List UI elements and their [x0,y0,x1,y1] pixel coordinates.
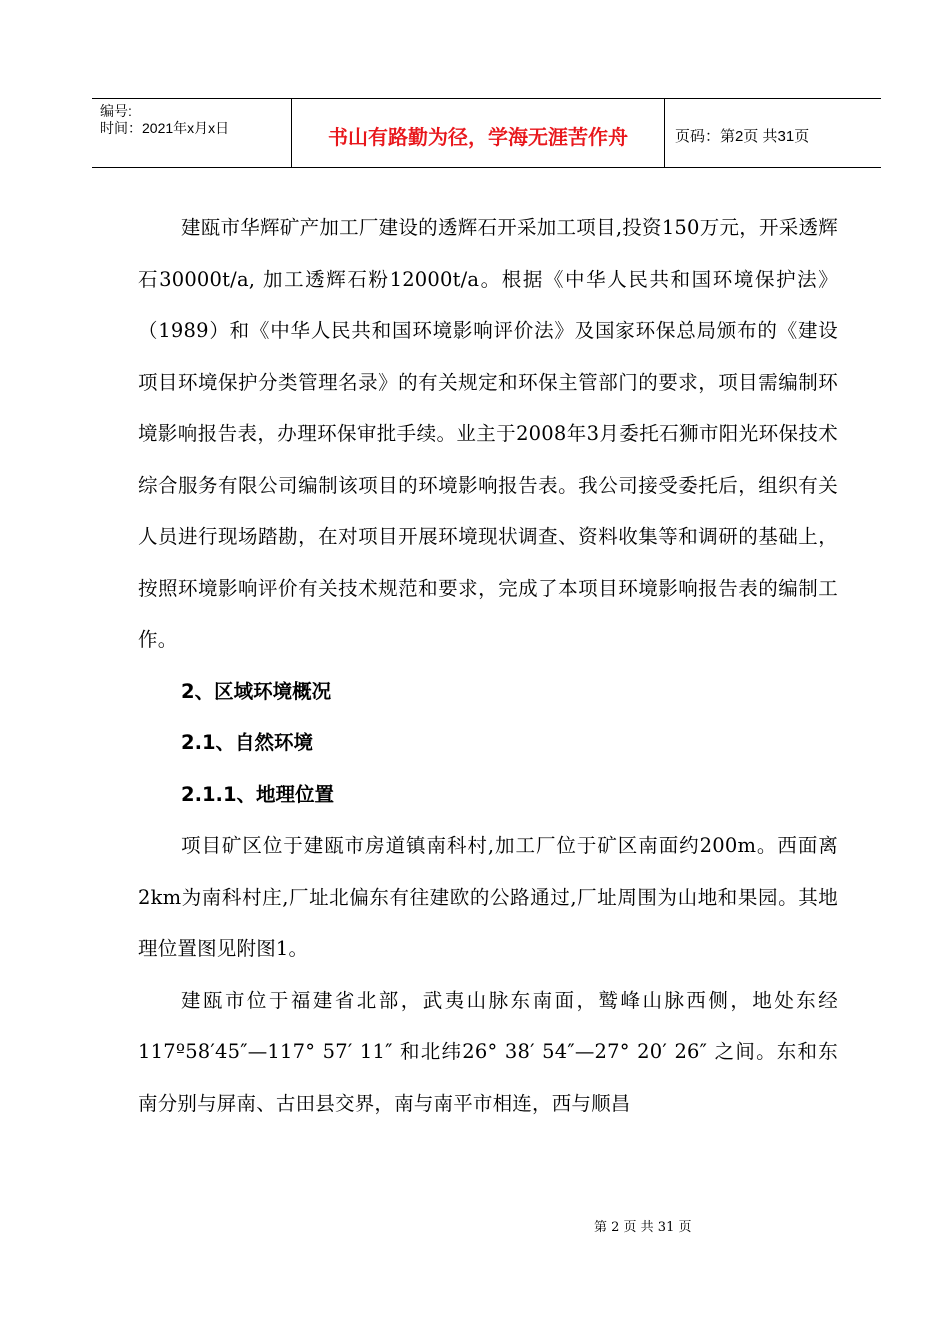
document-number-label: 编号: [100,103,132,119]
header-motto: 书山有路勤为径，学海无涯苦作舟 [292,99,665,167]
body-paragraph: 项目矿区位于建瓯市房道镇南科村,加工厂位于矿区南面约200m。西面离2km为南科村庄,厂址北偏东有往建欧的公路通过,厂址周围为山地和果园。其地理位置图见附图1。 [138,834,838,960]
section-heading: 2、区域环境概况 [181,679,332,703]
body-paragraph: 建瓯市位于福建省北部，武夷山脉东南面，鹫峰山脉西侧，地处东经117º58′45″—117° 57′ 11″ 和北纬26° 38′ 54″—27° 20′ 26″ 之间。东和东南分别与屏南、古田县交界，南与南平市相连，西与顺昌 [138,988,838,1115]
subsection-heading: 2.1、自然环境 [181,731,314,754]
footer-page-number: 第 2 页 共 31 页 [594,1220,692,1235]
subsubsection-heading: 2.1.1、地理位置 [181,782,335,806]
document-body [138,202,838,1129]
header-meta-cell [92,99,292,167]
header-page-info: 页码：第2页 共31页 [675,127,810,145]
body-paragraph: 建瓯市华辉矿产加工厂建设的透辉石开采加工项目,投资150万元，开采透辉石30000t/a, 加工透辉石粉12000t/a。根据《中华人民共和国环境保护法》（1989）和《中华人民共和国环境影响评价法》及国家环保总局颁布的《建设项目环境保护分类管理名录》的有关规定和环保主管部门的要求，项目需编制环境影响报告表，办理环保审批手续。业主于2008年3月委托石狮市阳光环保技术综合服务有限公司编制该项目的环境影响报告表。我公司接受委托后，组织有关人员进行现场踏勘，在对项目开展环境现状调查、资料收集等和调研的基础上，按照环境影响评价有关技术规范和要求，完成了本项目环境影响报告表的编制工作。 [138,216,838,651]
document-time-label: 时间：2021年x月x日 [100,120,230,136]
page-header [92,98,881,168]
